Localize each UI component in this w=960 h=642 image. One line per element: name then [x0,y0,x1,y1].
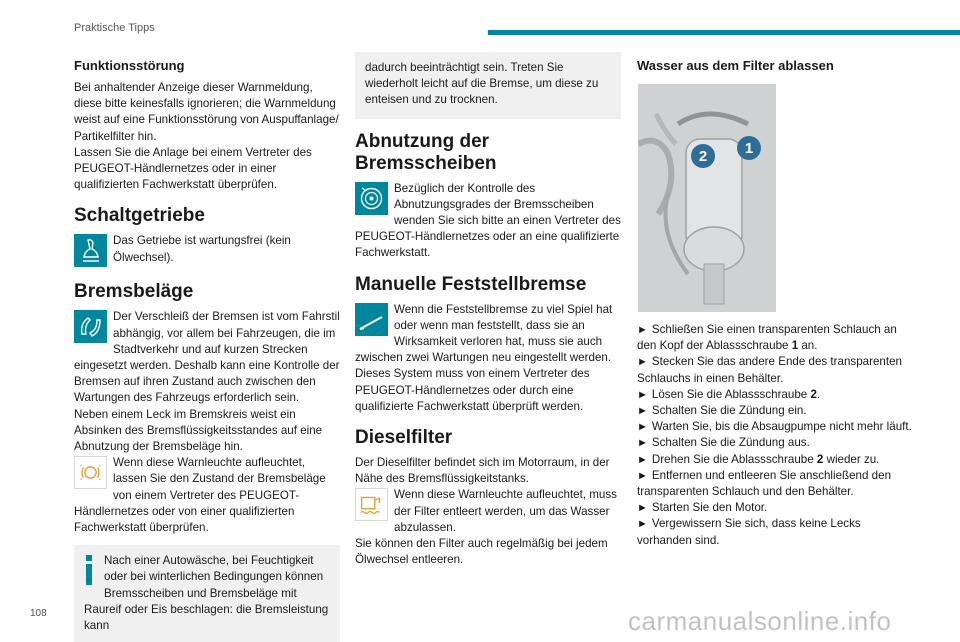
icon-paragraph [74,233,340,269]
step-item [637,322,912,354]
step-item [637,468,912,500]
note-text: dadurch beeinträchtigt sein. Treten Sie wiederholt leicht auf die Bremse, um diese zu enteisen und zu trocknen. [365,61,599,107]
brake-warning-light-icon [74,456,107,489]
step-screw-number: 1 [791,339,799,353]
paragraph: Neben einem Leck im Bremskreis weist ein Absinken des Bremsflüssigkeitsstandes auf eine Abnutzung der Bremsbeläge hin. [74,407,323,454]
paragraph: Wenn diese Warnleuchte aufleuchtet, lassen Sie den Zustand der Bremsbeläge von einem Vertreter des PEUGEOT-Händlernetzes oder von einer qualifizierten Fachwerkstatt überprüfen. [74,456,326,535]
step-item [637,435,912,451]
bullet-arrow-icon: ► [637,356,648,369]
step-text: Vergewissern Sie sich, dass keine Lecks vorhanden sind. [637,517,861,547]
bullet-arrow-icon: ► [637,388,648,401]
page-number: 108 [30,608,47,619]
paragraph: Wenn diese Warnleuchte aufleuchtet, muss der Filter entleert werden, um das Wasser abzulassen. [394,488,617,534]
callout-2-label: 2 [698,148,708,165]
icon-paragraph [355,181,621,262]
paragraph: Das Getriebe ist wartungsfrei (kein Ölwechsel). [113,234,291,264]
brake-disc-icon [355,182,388,215]
info-note-continued [355,52,621,119]
step-text: Entfernen und entleeren Sie anschließend den transparenten Schlauch und den Behälter. [637,468,892,499]
heading-bremsscheiben: Abnutzung der Bremsscheiben [355,130,497,174]
bullet-arrow-icon: ► [637,518,648,531]
step-item [637,387,912,403]
step-item [637,403,912,419]
step-item [637,452,912,468]
paragraph: Der Dieselfilter befindet sich im Motorraum, in der Nähe des Bremsflüssigkeitstanks. [355,456,610,486]
column-1 [74,52,340,642]
heading-bremsbelaege: Bremsbeläge [74,281,194,303]
callout-1-label: 1 [744,140,754,157]
step-item [637,354,912,386]
step-text-end: an. [798,339,818,353]
paragraph: Sie können den Filter auch regelmäßig bei jedem Ölwechsel entleeren. [355,537,608,567]
bullet-arrow-icon: ► [637,405,648,418]
parking-brake-icon [355,303,388,336]
paragraph: Der Verschleiß der Bremsen ist vom Fahrstil abhängig, vor allem bei Fahrzeugen, die im Stadtverkehr und auf kurzen Strecken eingesetzt werden. Deshalb kann eine Kontrolle der Bremsen auf ihren Zustand auch zwischen den Wartungen des Fahrzeugs erforderlich sein. [74,310,340,405]
step-text: Schalten Sie die Zündung aus. [651,436,810,450]
step-text-end: wieder zu. [823,452,880,466]
brake-pads-icon [74,310,107,343]
step-text-end: . [816,387,821,401]
diesel-filter-photo [638,84,776,312]
step-text: Schalten Sie die Zündung ein. [651,404,807,418]
info-icon [86,555,92,585]
paragraph: Wenn die Feststellbremse zu viel Spiel hat oder wenn man feststellt, dass sie an Wirksamkeit verloren hat, muss sie auch zwischen zwei Wartungen neu eingestellt werden. [355,302,613,365]
bullet-arrow-icon: ► [637,324,648,336]
note-text: Nach einer Autowäsche, bei Feuchtigkeit oder bei winterlichen Bedingungen können Bremsscheiben und Bremsbeläge mit Raureif oder Eis beschlagen: die Bremsleistung kann [84,554,329,633]
heading-feststellbremse: Manuelle Feststellbremse [355,273,587,295]
step-screw-number: 2 [810,387,817,401]
step-text: Drehen Sie die Ablassschraube [651,452,817,466]
heading-dieselfilter: Dieselfilter [355,427,453,449]
column-2 [355,52,621,568]
bullet-arrow-icon: ► [637,469,648,482]
column-3 [637,52,912,549]
step-text: Warten Sie, bis die Absaugpumpe nicht mehr läuft. [651,420,912,434]
step-item [637,500,912,516]
paragraph: Dieses System muss von einem Vertreter des PEUGEOT-Händlernetzes oder durch eine qualifizierte Fachwerkstatt überprüft werden. [355,367,590,413]
running-header: Praktische Tipps [74,22,155,34]
paragraph: Lassen Sie die Anlage bei einem Vertreter des PEUGEOT-Händlernetzes oder in einer qualifizierten Fachwerkstatt überprüfen. [74,145,312,192]
heading-wasser-ablassen: Wasser aus dem Filter ablassen [637,58,834,73]
step-item [637,516,912,548]
bullet-arrow-icon: ► [637,453,648,466]
bullet-arrow-icon: ► [637,437,648,450]
step-list [637,322,912,549]
step-text: Lösen Sie die Ablassschraube [651,387,811,401]
bullet-arrow-icon: ► [637,421,648,434]
watermark: carmanualsonline.info [628,606,892,636]
heading-schaltgetriebe: Schaltgetriebe [74,205,205,227]
step-item [637,419,912,435]
header-accent-bar [488,30,960,35]
gearshift-icon [74,234,107,267]
heading-funktionsstoerung: Funktionsstörung [74,58,185,73]
info-note [74,545,340,642]
paragraph: Bei anhaltender Anzeige dieser Warnmeldung, diese bitte keinesfalls ignorieren; die Warnmeldung weist auf eine Funktionsstörung von Auspuffanlage/ Partikelfilter hin. [74,81,339,143]
step-text: Schließen Sie einen transparenten Schlauch an den Kopf der Ablassschraube [637,323,897,353]
paragraph: Bezüglich der Kontrolle des Abnutzungsgrades der Bremsscheiben wenden Sie sich bitte an einen Vertreter des PEUGEOT-Händlernetzes oder an eine qualifizierte Fachwerkstatt. [355,181,621,260]
icon-paragraph [355,487,621,536]
icon-paragraph [74,455,340,536]
icon-paragraph [355,302,621,367]
step-text: Stecken Sie das andere Ende des transparenten Schlauchs in einen Behälter. [637,355,902,385]
water-in-diesel-warning-icon [355,488,388,521]
icon-paragraph [74,309,340,406]
step-text: Starten Sie den Motor. [651,501,768,515]
bullet-arrow-icon: ► [637,502,648,515]
step-screw-number: 2 [816,452,824,466]
